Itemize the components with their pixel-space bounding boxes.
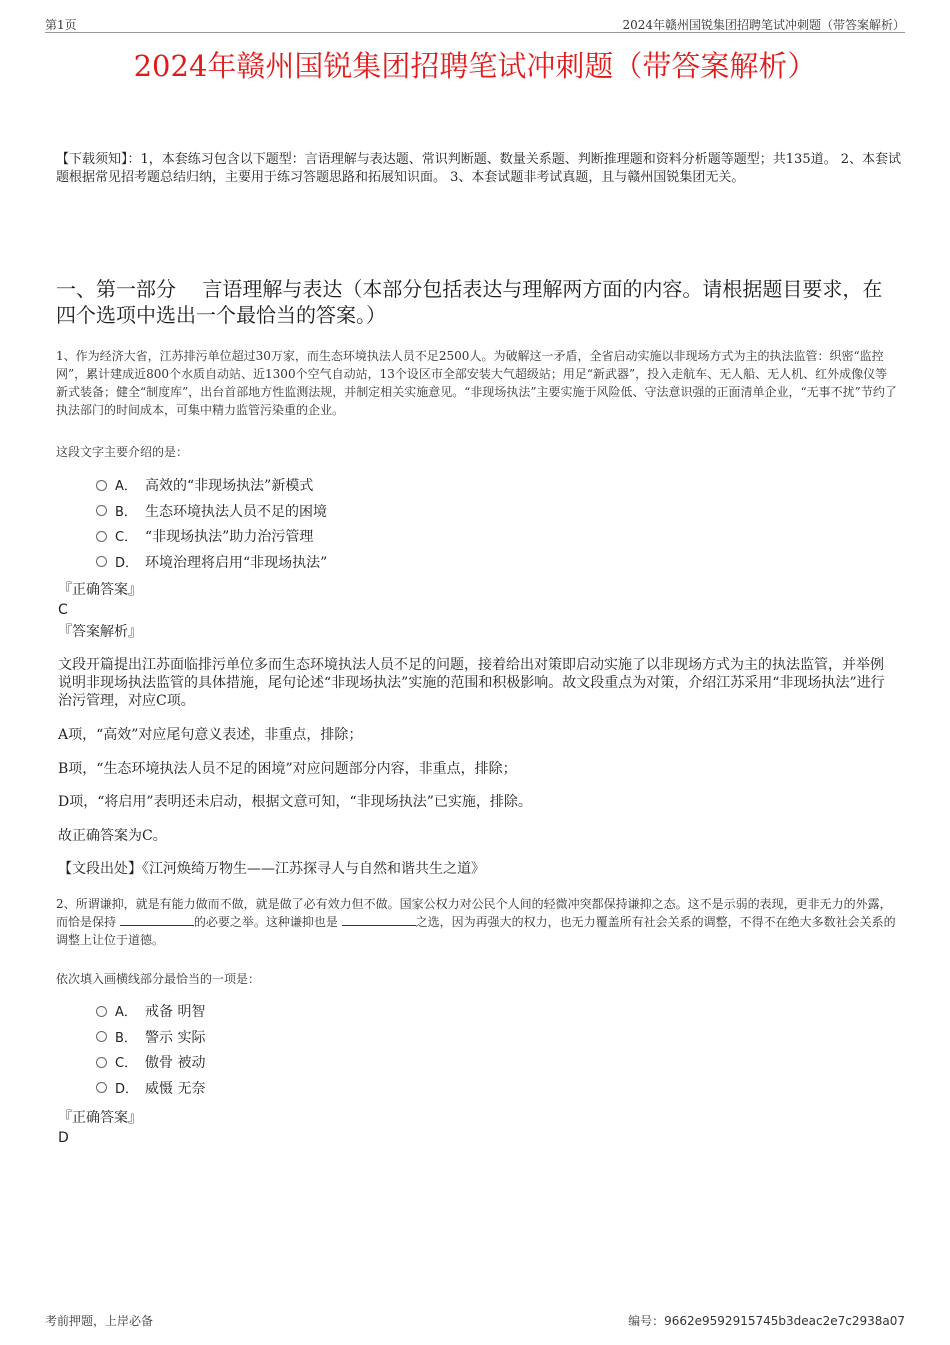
fill-blank-1 [120,913,194,926]
radio-icon[interactable] [96,1082,107,1093]
q2-option-d[interactable]: D． 威慑 无奈 [96,1077,205,1103]
question-2-prompt: 依次填入画横线部分最恰当的一项是： [56,972,261,986]
download-notice: 【下载须知】：1，本套练习包含以下题型：言语理解与表达题、常识判断题、数量关系题、判断推理题和资料分析题等题型；共135道。 2、本套试题根据常见招考题总结归纳，主要用于练习答题思路和拓展知识面。 3、本套试题非考试真题，且与赣州国锐集团无关。 [56,152,901,185]
page-number: 第1页 [45,18,77,32]
q1-option-c[interactable]: C． “非现场执法”助力治污管理 [96,525,327,551]
fill-blank-2 [342,913,416,926]
q1-answer-label: 『正确答案』 [58,582,142,598]
q2-option-b[interactable]: B． 警示 实际 [96,1026,205,1052]
q1-conclusion: 故正确答案为C。 [58,828,167,844]
q1-note-b: B项，“生态环境执法人员不足的困境”对应问题部分内容，非重点，排除； [58,761,517,777]
question-2-stem: 2、所谓谦抑，就是有能力做而不做，就是做了必有效力但不做。国家公权力对公民个人间的轻微冲突都保持谦抑之态。这不是示弱的表现，更非无力的外露，而恰是保持 的必要之举。这种谦抑也是 之选，因为再强大的权力，也无力覆盖所有社会关系的调整，不得不在绝大多数社会关系的调整上让位于道德。 [56,897,896,947]
radio-icon[interactable] [96,480,107,491]
q1-source: 【文段出处】《江河焕绮万物生——江苏探寻人与自然和谐共生之道》 [58,861,485,877]
q2-answer: D [58,1130,69,1146]
q1-option-b[interactable]: B． 生态环境执法人员不足的困境 [96,500,327,526]
q1-answer: C [58,602,68,618]
question-2-options [96,1000,205,1102]
q2-option-a[interactable]: A． 戒备 明智 [96,1000,205,1026]
q1-analysis: 文段开篇提出江苏面临排污单位多而生态环境执法人员不足的问题，接着给出对策即启动实施了以非现场方式为主的执法监管，并举例说明非现场执法监管的具体措施，尾句论述“非现场执法”实施的范围和积极影响。故文段重点为对策，介绍江苏采用“非现场执法”进行治污管理，对应C项。 [58,657,885,709]
page-title: 2024年赣州国锐集团招聘笔试冲刺题（带答案解析） [133,49,817,83]
question-1-prompt: 这段文字主要介绍的是： [56,445,189,459]
q1-option-d[interactable]: D． 环境治理将启用“非现场执法” [96,551,327,577]
q1-option-a[interactable]: A． 高效的“非现场执法”新模式 [96,474,327,500]
page-header [45,14,905,33]
q1-analysis-label: 『答案解析』 [58,624,142,640]
q1-note-a: A项，“高效”对应尾句意义表述，非重点，排除； [58,727,363,743]
question-1-options [96,474,327,576]
radio-icon[interactable] [96,556,107,567]
question-1-stem: 1、作为经济大省，江苏排污单位超过30万家，而生态环境执法人员不足2500人。为破解这一矛盾，全省启动实施以非现场方式为主的执法监管：织密“监控网”，累计建成近800个水质自动站、近1300个空气自动站，13个设区市全部安装大气超级站；用足“新武器”，投入走航车、无人船、无人机、红外成像仪等新式装备；健全“制度库”，出台首部地方性监测法规，并制定相关实施意见。“非现场执法”主要实施于风险低、守法意识强的正面清单企业，“无事不扰”节约了执法部门的时间成本，可集中精力监管污染重的企业。 [56,349,897,417]
radio-icon[interactable] [96,505,107,516]
section-heading: 一、第一部分 言语理解与表达（本部分包括表达与理解两方面的内容。请根据题目要求，在四个选项中选出一个最恰当的答案。） [56,277,883,327]
q2-answer-label: 『正确答案』 [58,1110,142,1126]
footer-code: 编号：9662e9592915745b3deac2e7c2938a07 [628,1314,905,1328]
header-doc-title: 2024年赣州国锐集团招聘笔试冲刺题（带答案解析） [622,18,905,32]
radio-icon[interactable] [96,1057,107,1068]
radio-icon[interactable] [96,1031,107,1042]
q1-note-d: D项，“将启用”表明还未启动，根据文意可知，“非现场执法”已实施，排除。 [58,794,532,810]
q2-option-c[interactable]: C． 傲骨 被动 [96,1051,205,1077]
footer-slogan: 考前押题，上岸必备 [45,1314,154,1328]
radio-icon[interactable] [96,1006,107,1017]
radio-icon[interactable] [96,531,107,542]
